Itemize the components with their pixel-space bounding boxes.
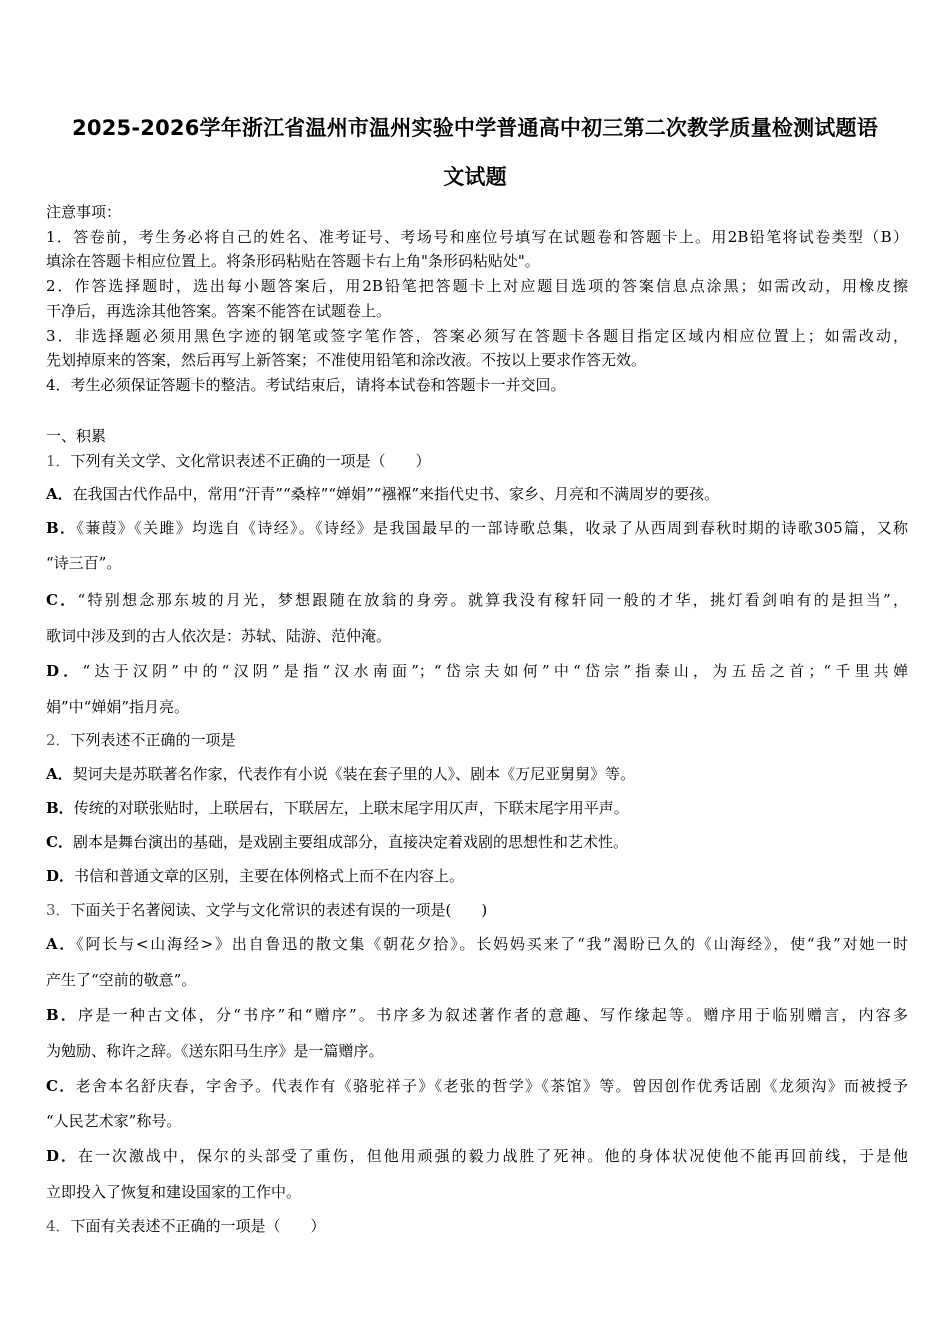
notice-item-4: 4．考生必须保证答题卡的整洁。考试结束后，请将本试卷和答题卡一并交回。 bbox=[46, 376, 566, 394]
q3-option-d-text1: 在一次激战中，保尔的头部受了重伤，但他用顽强的毅力战胜了死神。他的身体状况使他不能再回前线，于是他 bbox=[77, 1147, 908, 1165]
q1-option-b-line1 bbox=[46, 518, 908, 538]
q3-option-a-line1 bbox=[46, 934, 908, 954]
q3-option-c-label: C． bbox=[46, 1077, 76, 1095]
q2-option-a-text: 契诃夫是苏联著名作家，代表作有小说《装在套子里的人》、剧本《万尼亚舅舅》等。 bbox=[72, 765, 636, 783]
q1-option-b-line2: “诗三百”。 bbox=[46, 554, 122, 572]
q2-option-c-text: 剧本是舞台演出的基础，是戏剧主要组成部分，直接决定着戏剧的思想性和艺术性。 bbox=[72, 833, 628, 851]
notice-item-3a: 3．非选择题必须用黑色字迹的钢笔或签字笔作答，答案必须写在答题卡各题目指定区域内相应位置上；如需改动， bbox=[46, 327, 908, 345]
notice-item-2a: 2．作答选择题时，选出每小题答案后，用2B铅笔把答题卡上对应题目选项的答案信息点涂黑；如需改动，用橡皮擦 bbox=[46, 277, 908, 295]
q2-option-b bbox=[46, 798, 908, 818]
exam-title-line2: 文试题 bbox=[443, 165, 507, 189]
q3-option-b-line2: 为勉励、称许之辞。《送东阳马生序》是一篇赠序。 bbox=[46, 1042, 384, 1060]
q3-option-b-line1 bbox=[46, 1005, 908, 1025]
notice-item-3b: 先划掉原来的答案，然后再写上新答案；不准使用铅笔和涂改液。不按以上要求作答无效。 bbox=[46, 351, 647, 369]
q1-option-a-text: 在我国古代作品中，常用“汗青”“桑梓”“婵娟”“襁褓”来指代史书、家乡、月亮和不满周岁的要孩。 bbox=[72, 485, 719, 503]
question-1-stem bbox=[46, 451, 908, 471]
notice-item-2b: 干净后，再选涂其他答案。答案不能答在试题卷上。 bbox=[46, 302, 392, 320]
q2-option-d bbox=[46, 866, 908, 886]
q1-option-d-line2: 娟”中“婵娟”指月亮。 bbox=[46, 698, 190, 716]
q2-option-c-label: C． bbox=[46, 833, 73, 851]
exam-title-line1: 2025-2026学年浙江省温州市温州实验中学普通高中初三第二次教学质量检测试题语 bbox=[72, 116, 878, 140]
question-4-text: 下面有关表述不正确的一项是（ ） bbox=[70, 1217, 326, 1235]
q3-option-d-line2: 立即投入了恢复和建设国家的工作中。 bbox=[46, 1183, 302, 1201]
q3-option-a-label: A． bbox=[46, 935, 77, 953]
q1-option-d-label: D． bbox=[46, 662, 83, 680]
q1-option-b-text1: 《蒹葭》《关雎》均选自《诗经》。《诗经》是我国最早的一部诗歌总集，收录了从西周到春秋时期的诗歌305篇，又称 bbox=[76, 519, 909, 537]
q1-option-c-text1: “特别想念那东坡的月光，梦想跟随在放翁的身旁。就算我没有稼轩同一般的才华，挑灯看剑咱有的是担当”， bbox=[77, 591, 908, 609]
q2-option-b-text: 传统的对联张贴时，上联居右，下联居左，上联末尾字用仄声，下联末尾字用平声。 bbox=[73, 799, 629, 817]
q3-option-d-label: D． bbox=[46, 1147, 78, 1165]
question-3-stem bbox=[46, 900, 908, 920]
q2-option-b-label: B． bbox=[46, 799, 74, 817]
question-4-number: 4． bbox=[46, 1217, 71, 1235]
q3-option-b-label: B． bbox=[46, 1006, 79, 1024]
question-2-number: 2． bbox=[46, 731, 71, 749]
question-3-text: 下面关于名著阅读、文学与文化常识的表述有误的一项是( ) bbox=[70, 901, 488, 919]
q2-option-a bbox=[46, 764, 908, 784]
q2-option-c bbox=[46, 832, 908, 852]
q3-option-c-line1 bbox=[46, 1076, 908, 1096]
q3-option-a-text1: 《阿长与<山海经>》出自鲁迅的散文集《朝花夕拾》。长妈妈买来了“我”渴盼已久的《山海经》，使“我”对她一时 bbox=[76, 935, 908, 953]
q1-option-a-label: A． bbox=[46, 485, 73, 503]
q3-option-b-text1: 序是一种古文体，分“书序”和“赠序”。书序多为叙述著作者的意趣、写作缘起等。赠序用于临别赠言，内容多 bbox=[78, 1006, 908, 1024]
section-heading: 一、积累 bbox=[46, 427, 107, 445]
notice-item-1b: 填涂在答题卡相应位置上。将条形码粘贴在答题卡右上角"条形码粘贴处"。 bbox=[46, 252, 540, 270]
q3-option-c-line2: “人民艺术家”称号。 bbox=[46, 1112, 182, 1130]
question-1-number: 1． bbox=[46, 452, 71, 470]
q3-option-a-line2: 产生了“空前的敬意”。 bbox=[46, 971, 197, 989]
q2-option-d-label: D． bbox=[46, 867, 75, 885]
q1-option-b-label: B． bbox=[46, 519, 77, 537]
q1-option-d-line1 bbox=[46, 661, 908, 681]
q2-option-a-label: A． bbox=[46, 765, 73, 783]
q1-option-a bbox=[46, 484, 908, 504]
question-4-stem bbox=[46, 1216, 908, 1236]
question-3-number: 3． bbox=[46, 901, 71, 919]
q3-option-c-text1: 老舍本名舒庆春，字舍予。代表作有《骆驼祥子》《老张的哲学》《茶馆》等。曾因创作优秀话剧《龙须沟》而被授予 bbox=[75, 1077, 908, 1095]
q1-option-c-label: C． bbox=[46, 591, 78, 609]
q1-option-c-line2: 歌词中涉及到的古人依次是：苏轼、陆游、范仲淹。 bbox=[46, 627, 392, 645]
q1-option-d-text1: “达于汉阴”中的“汉阴”是指“汉水南面”；“岱宗夫如何”中“岱宗”指泰山，为五岳之首；“千里共婵 bbox=[82, 662, 909, 680]
question-2-stem bbox=[46, 730, 908, 750]
q3-option-d-line1 bbox=[46, 1146, 908, 1166]
question-1-text: 下列有关文学、文化常识表述不正确的一项是（ ） bbox=[70, 452, 431, 470]
q1-option-c-line1 bbox=[46, 590, 908, 610]
question-2-text: 下列表述不正确的一项是 bbox=[70, 731, 236, 749]
notice-heading: 注意事项： bbox=[46, 203, 122, 221]
q2-option-d-text: 书信和普通文章的区别，主要在体例格式上而不在内容上。 bbox=[74, 867, 465, 885]
notice-item-1a: 1．答卷前，考生务必将自己的姓名、准考证号、考场号和座位号填写在试题卷和答题卡上。用2B铅笔将试卷类型（B） bbox=[46, 228, 908, 246]
